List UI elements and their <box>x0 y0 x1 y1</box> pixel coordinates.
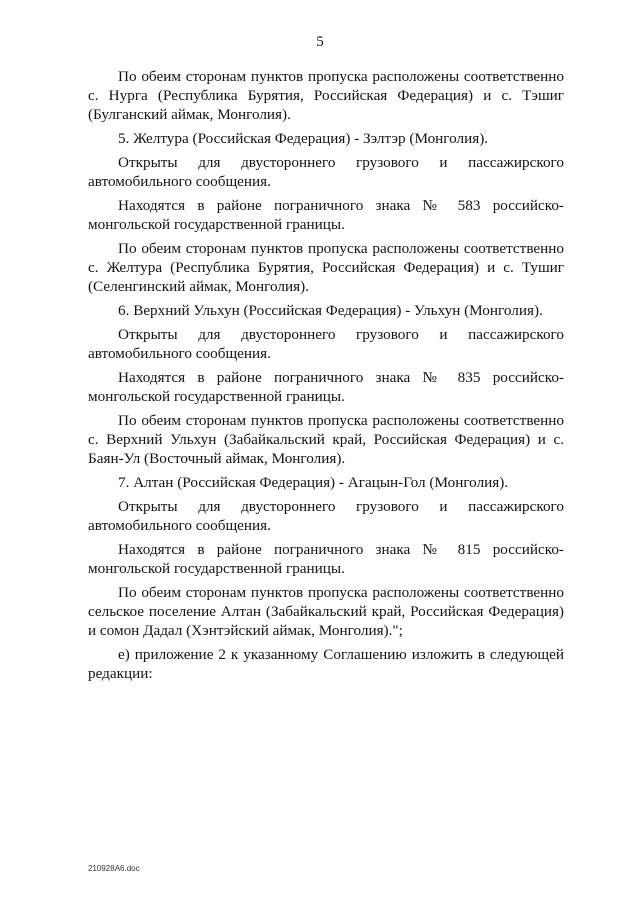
paragraph-border-sign-815: Находятся в районе пограничного знака № 815 российско-монгольской государственной границы. <box>88 541 564 578</box>
document-body <box>88 67 564 688</box>
paragraph-heading-zheltura: 5. Желтура (Российская Федерация) - Зэлтэр (Монголия). <box>118 130 489 148</box>
page-number: 5 <box>316 34 324 50</box>
paragraph-traffic-type: Открыты для двустороннего грузового и пассажирского автомобильного сообщения. <box>88 326 564 363</box>
paragraph-traffic-type: Открыты для двустороннего грузового и пассажирского автомобильного сообщения. <box>88 498 564 535</box>
paragraph-border-sign-583: Находятся в районе пограничного знака № 583 российско-монгольской государственной границы. <box>88 197 564 234</box>
paragraph-border-crossing-nurga: По обеим сторонам пунктов пропуска расположены соответственно с. Нурга (Республика Бурятия, Российская Федерация) и с. Тэшиг (Булганский аймак, Монголия). <box>88 68 564 124</box>
paragraph-heading-altan: 7. Алтан (Российская Федерация) - Агацын-Гол (Монголия). <box>118 474 509 492</box>
paragraph-border-sign-835: Находятся в районе пограничного знака № 835 российско-монгольской государственной границы. <box>88 369 564 406</box>
paragraph-border-crossing-altan: По обеим сторонам пунктов пропуска расположены соответственно сельское поселение Алтан (Забайкальский край, Российская Федерация) и сомон Дадал (Хэнтэйский аймак, Монголия)."; <box>88 584 564 640</box>
paragraph-border-crossing-zheltura: По обеим сторонам пунктов пропуска расположены соответственно с. Желтура (Республика Бурятия, Российская Федерация) и с. Тушиг (Селенгинский аймак, Монголия). <box>88 240 564 296</box>
paragraph-traffic-type: Открыты для двустороннего грузового и пассажирского автомобильного сообщения. <box>88 154 564 191</box>
paragraph-border-crossing-verkhniy-ulkhun: По обеим сторонам пунктов пропуска расположены соответственно с. Верхний Ульхун (Забайкальский край, Российская Федерация) и с. Баян-Ул (Восточный аймак, Монголия). <box>88 412 564 468</box>
paragraph-heading-verkhniy-ulkhun: 6. Верхний Ульхун (Российская Федерация) - Ульхун (Монголия). <box>118 302 543 320</box>
paragraph-appendix-amendment: е) приложение 2 к указанному Соглашению изложить в следующей редакции: <box>88 646 564 683</box>
document-file-code: 210928А6.doc <box>88 864 140 873</box>
